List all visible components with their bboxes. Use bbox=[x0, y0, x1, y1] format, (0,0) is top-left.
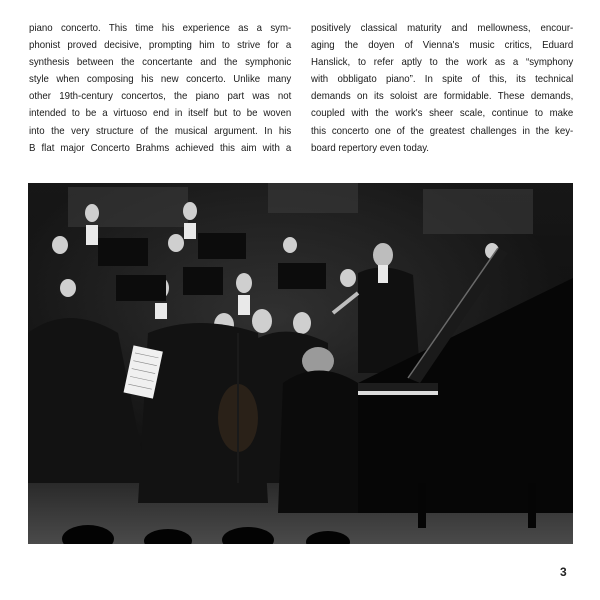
text-line: style when composing his new concerto. Unlike many bbox=[29, 74, 292, 86]
concert-photo bbox=[28, 183, 573, 544]
text-line: demands on its soloist are formidable. These demands, bbox=[311, 91, 574, 103]
text-line: aging the doyen of Vienna's music critics, Eduard bbox=[311, 40, 574, 52]
text-line: piano concerto. This time his experience as a sym- bbox=[29, 23, 292, 34]
text-line: this concerto one of the greatest challenges in the key- bbox=[311, 125, 574, 137]
text-line: Hanslick, to refer aptly to the work as a “symphony bbox=[311, 57, 574, 69]
page-number: 3 bbox=[560, 565, 567, 579]
text-line: coupled with the work's sheer scale, continue to make bbox=[311, 108, 574, 120]
text-line: board repertory even today. bbox=[311, 142, 430, 154]
text-column-left bbox=[29, 20, 291, 157]
text-column-right bbox=[311, 20, 573, 157]
text-line: B flat major Concerto Brahms achieved this aim with a bbox=[29, 142, 292, 154]
text-line: other 19th-century concertos, the piano part was not bbox=[29, 91, 292, 103]
text-line: with obbligato piano”. In spite of this, its technical bbox=[311, 74, 574, 86]
text-line: synthesis between the concertante and the symphonic bbox=[29, 57, 292, 69]
text-line: phonist proved decisive, prompting him to strive for a bbox=[29, 40, 292, 52]
text-line: into the very structure of the musical argument. In his bbox=[29, 125, 292, 137]
text-line: positively classical maturity and mellowness, encour- bbox=[311, 23, 574, 34]
text-line: intended to be a virtuoso end in itself but to be woven bbox=[29, 108, 292, 120]
